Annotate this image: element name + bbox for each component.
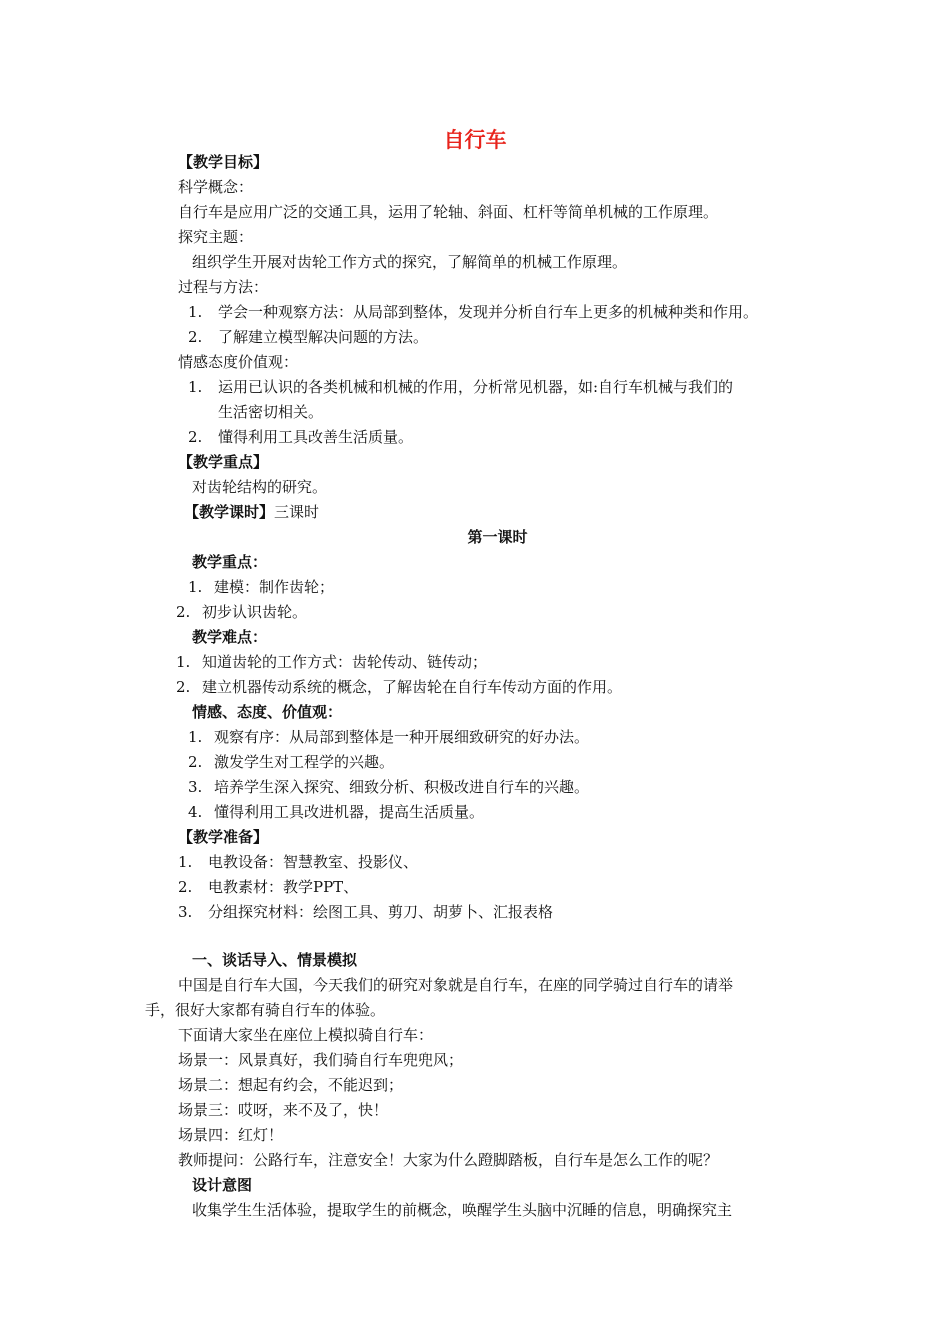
hours-value: 三课时 — [274, 503, 320, 521]
scene-line: 场景三：哎呀，来不及了，快！ — [178, 1101, 389, 1119]
topic-text: 组织学生开展对齿轮工作方式的探究，了解简单的机械工作原理。 — [192, 253, 628, 271]
emotion-label: 情感态度价值观： — [178, 353, 299, 371]
concept-text: 自行车是应用广泛的交通工具，运用了轮轴、斜面、杠杆等简单机械的工作原理。 — [178, 203, 719, 221]
lesson-title: 第一课时 — [467, 528, 528, 546]
list-item: 1. 电教设备：智慧教室、投影仪、 — [178, 853, 419, 871]
scene-line: 场景一：风景真好，我们骑自行车兜兜风； — [178, 1051, 464, 1069]
topic-label: 探究主题： — [178, 228, 254, 246]
difficulty-label: 教学难点： — [192, 628, 268, 646]
list-item: 1. 观察有序：从局部到整体是一种开展细致研究的好办法。 — [188, 728, 590, 746]
list-item: 1. 运用已认识的各类机械和机械的作用，分析常见机器，如:自行车机械与我们的 — [188, 378, 734, 396]
list-item: 2. 初步认识齿轮。 — [176, 603, 308, 621]
process-label: 过程与方法： — [178, 278, 269, 296]
list-item: 2. 了解建立模型解决问题的方法。 — [188, 328, 429, 346]
values-label: 情感、态度、价值观： — [192, 703, 343, 721]
section-heading: 一、谈话导入、情景模拟 — [192, 951, 358, 969]
hours-heading: 【教学课时】 — [184, 503, 275, 521]
scene-line: 场景二：想起有约会，不能迟到； — [178, 1076, 404, 1094]
list-item: 3. 培养学生深入探究、细致分析、积极改进自行车的兴趣。 — [188, 778, 590, 796]
focus-heading: 【教学重点】 — [178, 453, 269, 471]
list-item: 2. 电教素材：教学PPT、 — [178, 878, 359, 896]
teacher-question: 教师提问：公路行车，注意安全！大家为什么蹬脚踏板，自行车是怎么工作的呢？ — [178, 1151, 719, 1169]
prep-heading: 【教学准备】 — [178, 828, 269, 846]
paragraph-line: 手，很好大家都有骑自行车的体验。 — [145, 1001, 386, 1019]
design-label: 设计意图 — [192, 1176, 253, 1194]
list-item: 1. 知道齿轮的工作方式：齿轮传动、链传动； — [176, 653, 488, 671]
list-item-continuation: 生活密切相关。 — [218, 403, 324, 421]
scene-line: 场景四：红灯！ — [178, 1126, 284, 1144]
list-item: 2. 建立机器传动系统的概念，了解齿轮在自行车传动方面的作用。 — [176, 678, 623, 696]
list-item: 2. 激发学生对工程学的兴趣。 — [188, 753, 395, 771]
list-item: 1. 学会一种观察方法：从局部到整体，发现并分析自行车上更多的机械种类和作用。 — [188, 303, 759, 321]
goals-heading: 【教学目标】 — [178, 153, 269, 171]
key-label: 教学重点： — [192, 553, 268, 571]
focus-text: 对齿轮结构的研究。 — [192, 478, 328, 496]
list-item: 4. 懂得利用工具改进机器，提高生活质量。 — [188, 803, 485, 821]
list-item: 2. 懂得利用工具改善生活质量。 — [188, 428, 414, 446]
paragraph-line: 中国是自行车大国，今天我们的研究对象就是自行车，在座的同学骑过自行车的请举 — [178, 976, 734, 994]
hours-line — [184, 502, 319, 522]
document-title: 自行车 — [443, 128, 507, 152]
paragraph-line: 下面请大家坐在座位上模拟骑自行车： — [178, 1026, 434, 1044]
concept-label: 科学概念： — [178, 178, 254, 196]
design-text: 收集学生生活体验，提取学生的前概念，唤醒学生头脑中沉睡的信息，明确探究主 — [192, 1201, 733, 1219]
list-item: 3. 分组探究材料：绘图工具、剪刀、胡萝卜、汇报表格 — [178, 903, 554, 921]
list-item: 1. 建模：制作齿轮； — [188, 578, 335, 596]
